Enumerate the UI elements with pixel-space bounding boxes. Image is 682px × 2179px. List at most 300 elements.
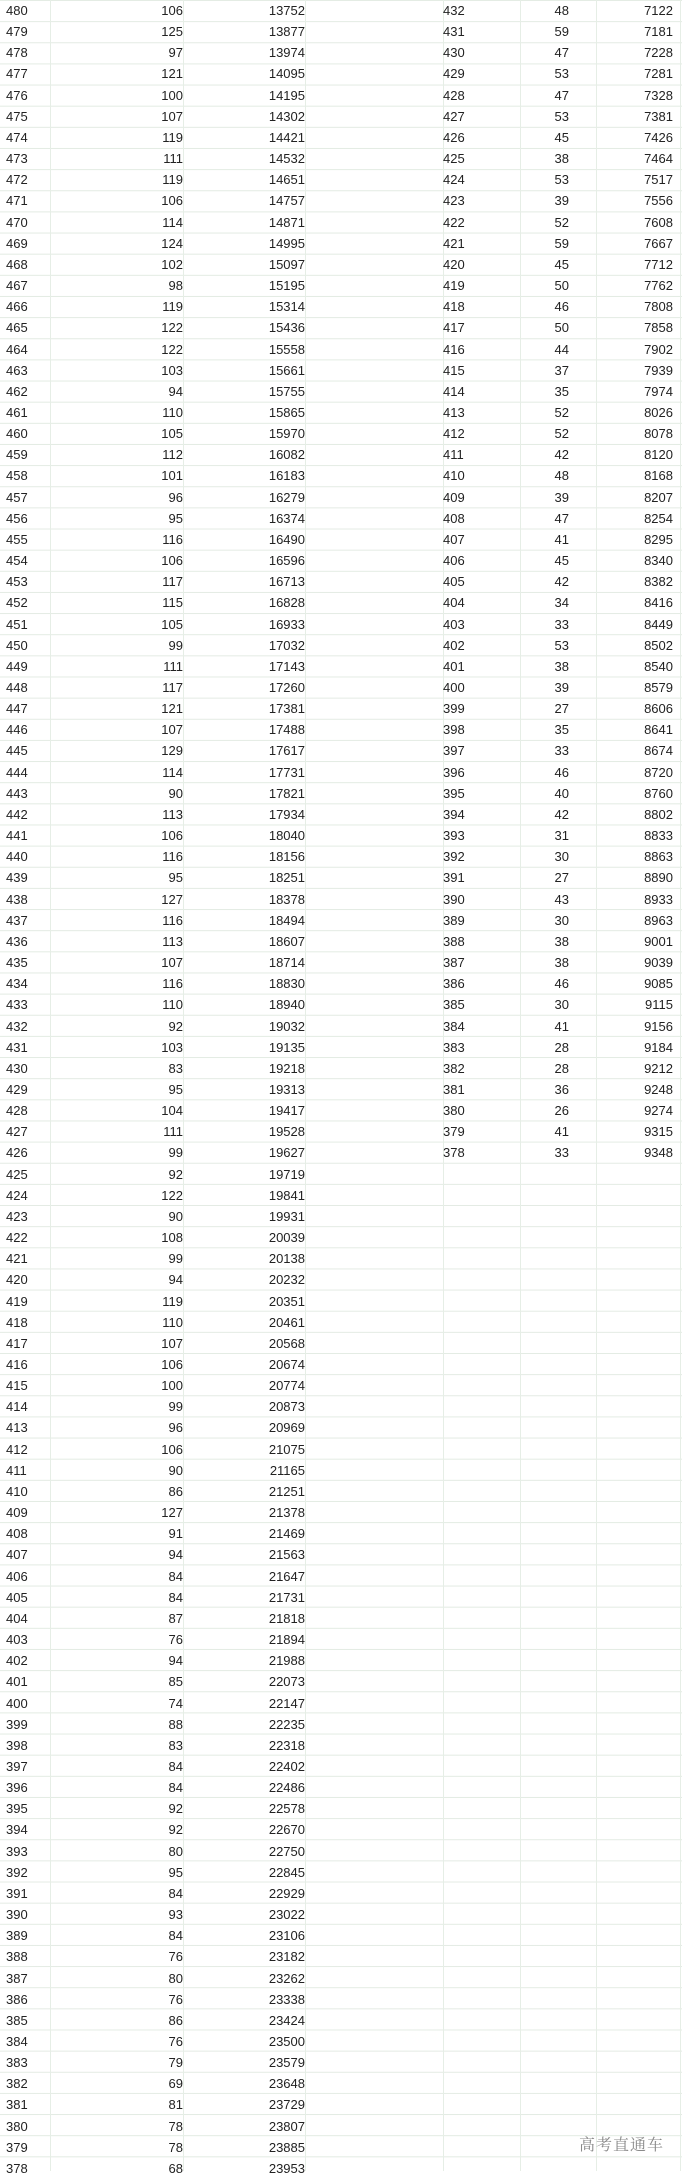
score-cell: 411 [6, 1462, 27, 1478]
cumulative-cell: 8833 [644, 828, 673, 844]
score-cell: 453 [6, 574, 28, 590]
score-cell: 425 [443, 151, 465, 167]
score-cell: 395 [6, 1801, 28, 1817]
score-cell: 411 [443, 447, 464, 463]
score-cell: 405 [6, 1589, 28, 1605]
cumulative-cell: 19528 [268, 1124, 305, 1140]
table-row [443, 212, 673, 233]
cumulative-cell: 16183 [268, 468, 305, 484]
cumulative-cell: 8449 [644, 616, 673, 632]
score-cell: 410 [443, 468, 465, 484]
count-cell: 114 [162, 764, 183, 780]
score-cell: 389 [6, 1928, 28, 1944]
count-cell: 107 [161, 722, 183, 738]
cumulative-cell: 7381 [644, 108, 673, 124]
table-row [0, 952, 305, 973]
table-row [0, 994, 305, 1015]
table-row [0, 275, 305, 296]
score-cell: 387 [443, 955, 465, 971]
count-cell: 31 [554, 828, 569, 844]
count-cell: 117 [162, 680, 183, 695]
table-row [443, 42, 673, 63]
cumulative-cell: 8340 [644, 553, 673, 569]
count-cell: 105 [161, 616, 183, 632]
table-row [443, 275, 673, 296]
cumulative-cell: 21378 [268, 1505, 305, 1521]
count-cell: 103 [161, 362, 183, 378]
score-cell: 424 [6, 1187, 28, 1203]
table-row [0, 2031, 305, 2052]
cumulative-cell: 8890 [644, 870, 673, 886]
table-row [0, 1417, 305, 1438]
table-row [0, 1164, 305, 1185]
cumulative-cell: 14421 [268, 129, 305, 145]
count-cell: 26 [554, 1103, 569, 1119]
cumulative-cell: 7228 [644, 45, 673, 61]
score-cell: 385 [443, 997, 465, 1013]
table-row [443, 85, 673, 106]
score-cell: 424 [443, 172, 465, 188]
cumulative-cell: 21251 [268, 1483, 305, 1499]
count-cell: 107 [161, 108, 183, 124]
count-cell: 38 [554, 151, 569, 167]
cumulative-cell: 21563 [268, 1547, 305, 1563]
table-row [443, 296, 673, 317]
table-row [0, 1925, 305, 1946]
count-cell: 35 [554, 722, 569, 738]
count-cell: 42 [554, 447, 569, 463]
cumulative-cell: 16082 [268, 447, 305, 463]
table-row [0, 740, 305, 761]
count-cell: 43 [554, 891, 569, 907]
count-cell: 47 [554, 45, 569, 61]
table-row [0, 1523, 305, 1544]
cumulative-cell: 8641 [644, 722, 673, 738]
table-row [0, 1904, 305, 1925]
count-cell: 90 [168, 1462, 183, 1478]
cumulative-cell: 8720 [644, 764, 673, 780]
cumulative-cell: 23022 [268, 1907, 305, 1923]
table-row [443, 169, 673, 190]
table-row [0, 592, 305, 613]
count-cell: 94 [168, 1272, 183, 1288]
cumulative-cell: 9156 [644, 1018, 673, 1034]
score-cell: 415 [443, 362, 465, 378]
count-cell: 121 [161, 66, 183, 82]
table-row [0, 571, 305, 592]
count-cell: 41 [554, 1018, 569, 1034]
score-cell: 458 [6, 468, 28, 484]
cumulative-cell: 21075 [268, 1441, 305, 1457]
count-cell: 122 [161, 341, 183, 357]
cumulative-cell: 20774 [268, 1378, 305, 1394]
score-cell: 439 [6, 870, 28, 886]
cumulative-cell: 9115 [645, 997, 673, 1013]
cumulative-cell: 23885 [268, 2139, 305, 2155]
score-cell: 419 [443, 278, 465, 294]
table-row [443, 360, 673, 381]
table-row [0, 487, 305, 508]
count-cell: 76 [168, 1991, 183, 2007]
score-cell: 403 [6, 1632, 28, 1648]
count-cell: 106 [161, 828, 183, 844]
count-cell: 111 [163, 1124, 183, 1140]
count-cell: 33 [554, 616, 569, 632]
score-cell: 402 [443, 637, 465, 653]
score-cell: 400 [6, 1695, 28, 1711]
count-cell: 119 [162, 1293, 183, 1309]
count-cell: 105 [161, 426, 183, 442]
cumulative-cell: 9315 [644, 1124, 673, 1140]
cumulative-cell: 9001 [644, 933, 673, 949]
cumulative-cell: 20674 [268, 1357, 305, 1372]
count-cell: 78 [168, 2118, 183, 2134]
count-cell: 41 [554, 1124, 569, 1140]
table-row [0, 1587, 305, 1608]
cumulative-cell: 9248 [644, 1081, 673, 1097]
table-row [0, 762, 305, 783]
score-cell: 406 [6, 1568, 28, 1584]
table-row [443, 508, 673, 529]
score-cell: 434 [6, 976, 28, 992]
count-cell: 52 [554, 404, 569, 420]
watermark-text: 高考直通车 [578, 2135, 664, 2154]
table-row [443, 804, 673, 825]
table-row [0, 910, 305, 931]
score-cell: 478 [6, 45, 28, 61]
count-cell: 100 [161, 1378, 183, 1394]
cumulative-cell: 16490 [268, 531, 305, 547]
count-cell: 53 [554, 66, 569, 82]
table-row [0, 1269, 305, 1290]
count-cell: 84 [168, 1928, 183, 1944]
score-cell: 408 [443, 510, 465, 526]
count-cell: 40 [554, 785, 569, 801]
cumulative-cell: 8579 [644, 680, 673, 695]
score-cell: 477 [6, 66, 28, 82]
cumulative-cell: 8963 [644, 912, 673, 928]
cumulative-cell: 14995 [268, 235, 305, 251]
cumulative-cell: 20232 [268, 1272, 305, 1288]
cumulative-cell: 17488 [268, 722, 305, 738]
right-score-table [443, 0, 673, 1164]
cumulative-cell: 8606 [644, 701, 673, 717]
table-row [0, 1100, 305, 1121]
score-cell: 391 [443, 870, 465, 886]
cumulative-cell: 15970 [268, 426, 305, 442]
count-cell: 125 [161, 24, 183, 40]
cumulative-cell: 20461 [268, 1314, 305, 1330]
count-cell: 84 [168, 1589, 183, 1605]
table-row [443, 423, 673, 444]
count-cell: 76 [168, 1949, 183, 1965]
count-cell: 116 [162, 976, 183, 992]
count-cell: 28 [554, 1060, 569, 1076]
score-cell: 409 [443, 489, 465, 505]
table-row [0, 614, 305, 635]
table-row [443, 592, 673, 613]
count-cell: 69 [168, 2076, 183, 2092]
cumulative-cell: 20138 [268, 1251, 305, 1267]
table-row [0, 1544, 305, 1565]
table-row [443, 656, 673, 677]
count-cell: 50 [554, 320, 569, 336]
score-cell: 423 [443, 193, 465, 209]
score-cell: 390 [443, 891, 465, 907]
score-cell: 380 [443, 1103, 465, 1119]
count-cell: 37 [554, 362, 569, 378]
table-row [443, 381, 673, 402]
table-row [443, 846, 673, 867]
table-row [0, 1566, 305, 1587]
cumulative-cell: 19627 [268, 1145, 305, 1161]
score-cell: 386 [6, 1991, 28, 2007]
score-cell: 480 [6, 3, 28, 18]
score-cell: 457 [6, 489, 28, 505]
score-cell: 419 [6, 1293, 28, 1309]
score-cell: 405 [443, 574, 465, 590]
cumulative-cell: 23648 [268, 2076, 305, 2092]
count-cell: 102 [161, 256, 183, 272]
table-row [0, 508, 305, 529]
cumulative-cell: 8207 [644, 489, 673, 505]
score-cell: 394 [6, 1822, 28, 1838]
count-cell: 84 [168, 1885, 183, 1901]
score-cell: 426 [6, 1145, 28, 1161]
count-cell: 42 [554, 574, 569, 590]
table-row [0, 42, 305, 63]
score-cell: 440 [6, 849, 28, 865]
score-cell: 431 [6, 1039, 28, 1055]
score-cell: 429 [6, 1081, 28, 1097]
score-cell: 432 [443, 3, 465, 18]
cumulative-cell: 22073 [268, 1674, 305, 1690]
cumulative-cell: 7858 [644, 320, 673, 336]
count-cell: 117 [162, 574, 183, 590]
table-row [0, 1989, 305, 2010]
score-cell: 456 [6, 510, 28, 526]
cumulative-cell: 18494 [268, 912, 305, 928]
table-row [0, 148, 305, 169]
cumulative-cell: 8416 [644, 595, 673, 611]
score-cell: 415 [6, 1378, 28, 1394]
score-cell: 421 [443, 235, 465, 251]
count-cell: 111 [163, 658, 183, 674]
count-cell: 93 [168, 1907, 183, 1923]
count-cell: 30 [554, 997, 569, 1013]
score-cell: 433 [6, 997, 28, 1013]
count-cell: 101 [161, 468, 183, 484]
count-cell: 119 [162, 172, 183, 188]
cumulative-cell: 23579 [268, 2055, 305, 2071]
cumulative-cell: 13752 [268, 3, 305, 18]
cumulative-cell: 17381 [268, 701, 305, 717]
table-row [0, 1777, 305, 1798]
cumulative-cell: 22670 [268, 1822, 305, 1838]
cumulative-cell: 16828 [268, 595, 305, 611]
cumulative-cell: 7464 [644, 151, 673, 167]
cumulative-cell: 15661 [268, 362, 305, 378]
table-row [0, 867, 305, 888]
score-cell: 394 [443, 806, 465, 822]
table-row [0, 1693, 305, 1714]
cumulative-cell: 19841 [268, 1187, 305, 1203]
cumulative-cell: 21469 [268, 1526, 305, 1542]
score-cell: 444 [6, 764, 28, 780]
table-row [0, 1079, 305, 1100]
score-cell: 381 [443, 1081, 465, 1097]
table-row [0, 2010, 305, 2031]
score-cell: 412 [443, 426, 465, 442]
table-row [0, 423, 305, 444]
score-cell: 396 [443, 764, 465, 780]
table-row [0, 1058, 305, 1079]
cumulative-cell: 16374 [268, 510, 305, 526]
score-cell: 445 [6, 743, 28, 759]
cumulative-cell: 13877 [268, 24, 305, 40]
cumulative-cell: 15558 [268, 341, 305, 357]
table-row [443, 719, 673, 740]
count-cell: 39 [554, 489, 569, 505]
table-row [0, 1883, 305, 1904]
count-cell: 96 [168, 489, 183, 505]
count-cell: 95 [168, 1864, 183, 1880]
score-cell: 402 [6, 1653, 28, 1669]
score-cell: 389 [443, 912, 465, 928]
count-cell: 79 [168, 2055, 183, 2071]
cumulative-cell: 7281 [644, 66, 673, 82]
table-row [0, 2094, 305, 2115]
count-cell: 116 [162, 849, 183, 865]
count-cell: 103 [161, 1039, 183, 1055]
count-cell: 39 [554, 193, 569, 209]
table-row [443, 677, 673, 698]
count-cell: 46 [554, 299, 569, 315]
table-row [443, 127, 673, 148]
cumulative-cell: 16933 [268, 616, 305, 632]
count-cell: 59 [554, 24, 569, 40]
cumulative-cell: 14532 [268, 151, 305, 167]
score-cell: 474 [6, 129, 28, 145]
cumulative-cell: 17032 [268, 637, 305, 653]
cumulative-cell: 20969 [268, 1420, 305, 1436]
table-row [443, 444, 673, 465]
table-row [0, 317, 305, 338]
cumulative-cell: 21731 [268, 1589, 305, 1605]
count-cell: 83 [168, 1737, 183, 1753]
score-cell: 479 [6, 24, 28, 40]
cumulative-cell: 9274 [644, 1103, 673, 1119]
count-cell: 107 [161, 1335, 183, 1351]
left-score-table [0, 0, 305, 2179]
count-cell: 30 [554, 849, 569, 865]
score-cell: 399 [6, 1716, 28, 1732]
score-cell: 385 [6, 2012, 28, 2028]
score-cell: 413 [6, 1420, 28, 1436]
score-cell: 381 [6, 2097, 28, 2113]
table-row [0, 2073, 305, 2094]
score-cell: 447 [6, 701, 28, 717]
count-cell: 104 [161, 1103, 183, 1119]
table-row [0, 296, 305, 317]
cumulative-cell: 9212 [644, 1060, 673, 1076]
count-cell: 88 [168, 1716, 183, 1732]
count-cell: 52 [554, 426, 569, 442]
count-cell: 110 [162, 404, 183, 420]
cumulative-cell: 22402 [268, 1758, 305, 1774]
table-row [0, 698, 305, 719]
table-row [0, 677, 305, 698]
cumulative-cell: 18714 [268, 955, 305, 971]
count-cell: 92 [168, 1801, 183, 1817]
score-cell: 460 [6, 426, 28, 442]
count-cell: 116 [162, 531, 183, 547]
table-row [443, 465, 673, 486]
table-row [443, 550, 673, 571]
count-cell: 99 [168, 1145, 183, 1161]
score-cell: 423 [6, 1208, 28, 1224]
score-cell: 431 [443, 24, 465, 40]
score-cell: 462 [6, 383, 28, 399]
table-row [443, 487, 673, 508]
table-row [443, 973, 673, 994]
count-cell: 85 [168, 1674, 183, 1690]
count-cell: 53 [554, 108, 569, 124]
score-cell: 418 [6, 1314, 28, 1330]
score-cell: 421 [6, 1251, 28, 1267]
table-row [0, 465, 305, 486]
score-cell: 401 [443, 658, 465, 674]
count-cell: 99 [168, 637, 183, 653]
table-row [0, 1502, 305, 1523]
table-row [443, 910, 673, 931]
cumulative-cell: 13974 [268, 45, 305, 61]
count-cell: 114 [162, 214, 183, 230]
cumulative-cell: 8254 [644, 510, 673, 526]
score-cell: 414 [443, 383, 465, 399]
score-cell: 469 [6, 235, 28, 251]
cumulative-cell: 8540 [644, 658, 673, 674]
cumulative-cell: 22750 [268, 1843, 305, 1859]
score-cell: 420 [6, 1272, 28, 1288]
count-cell: 45 [554, 129, 569, 145]
count-cell: 30 [554, 912, 569, 928]
cumulative-cell: 21894 [268, 1632, 305, 1648]
count-cell: 111 [163, 151, 183, 167]
count-cell: 122 [161, 320, 183, 336]
cumulative-cell: 20351 [268, 1293, 305, 1309]
table-row [0, 529, 305, 550]
table-row [443, 635, 673, 656]
table-row [443, 1058, 673, 1079]
table-row [0, 85, 305, 106]
score-cell: 473 [6, 151, 28, 167]
cumulative-cell: 17934 [268, 806, 305, 822]
count-cell: 99 [168, 1399, 183, 1415]
table-row [443, 571, 673, 592]
score-cell: 413 [443, 404, 465, 420]
table-row [443, 63, 673, 84]
cumulative-cell: 22147 [268, 1695, 305, 1711]
count-cell: 83 [168, 1060, 183, 1076]
score-cell: 443 [6, 785, 28, 801]
cumulative-cell: 15097 [268, 256, 305, 272]
cumulative-cell: 18040 [268, 828, 305, 844]
table-row [0, 783, 305, 804]
cumulative-cell: 8502 [644, 637, 673, 653]
count-cell: 106 [161, 193, 183, 209]
count-cell: 80 [168, 1843, 183, 1859]
